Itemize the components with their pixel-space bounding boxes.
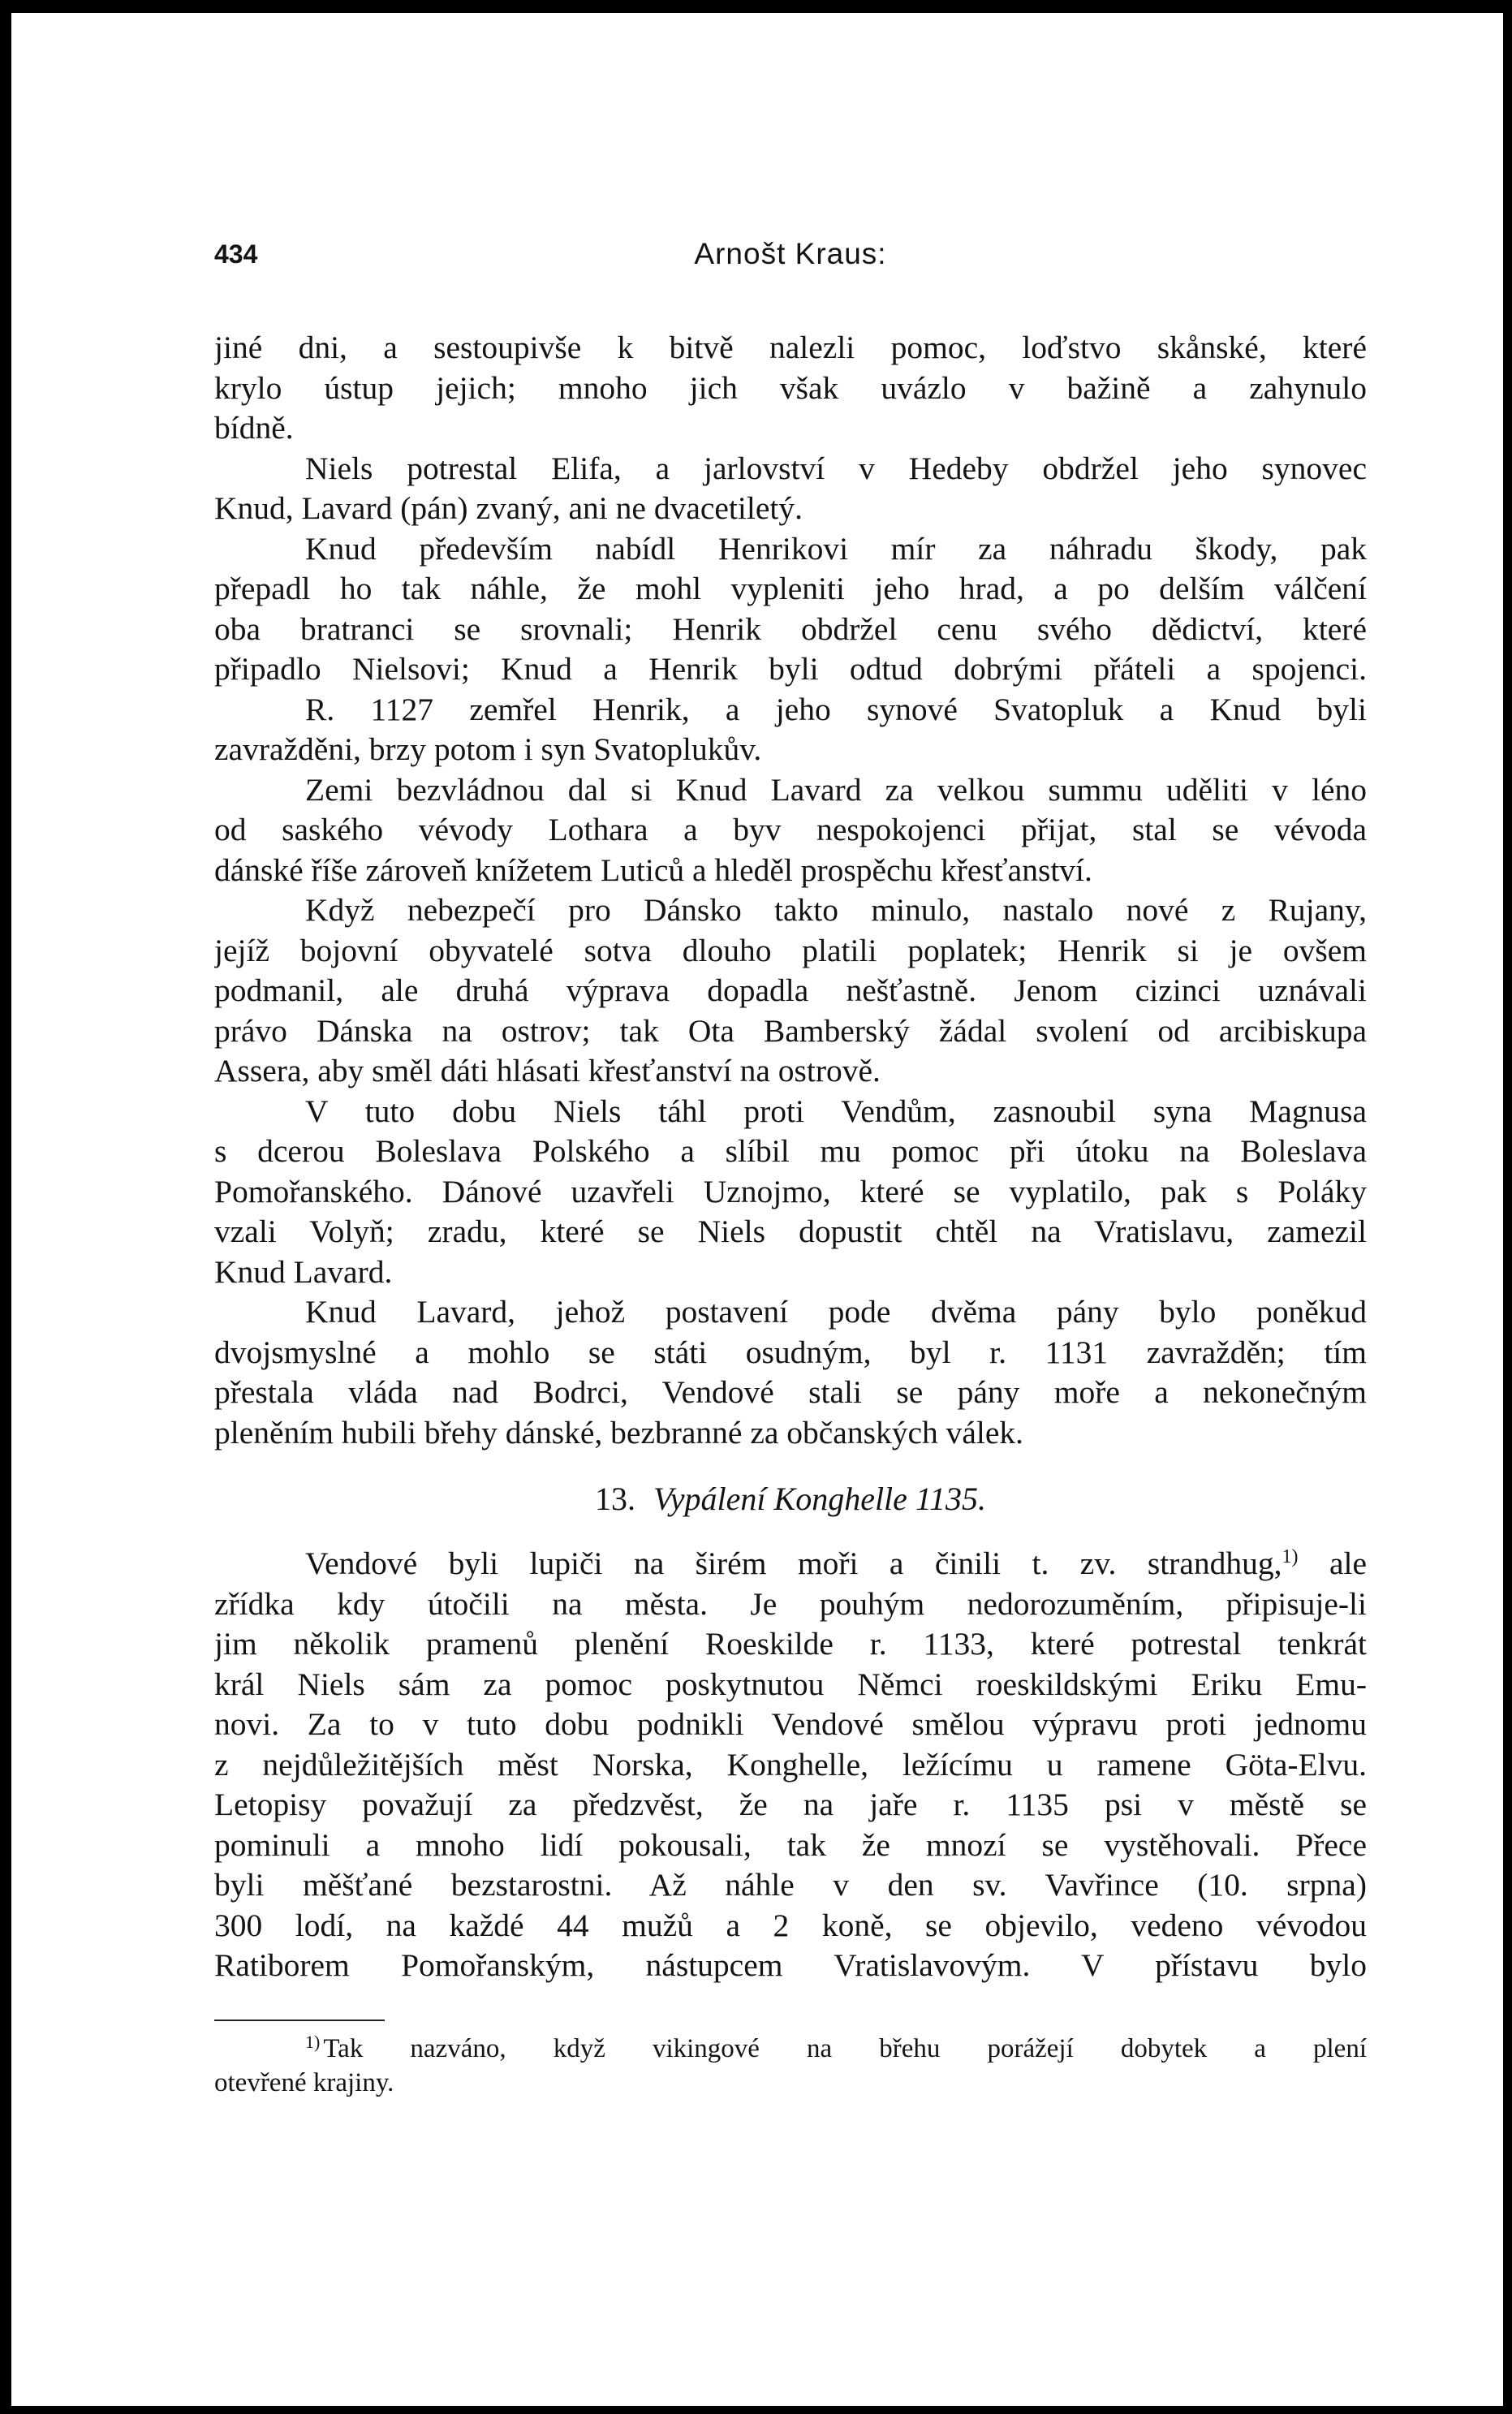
text-line: Knud Lavard, jehož postavení pode dvěma pány bylo poněkud: [305, 1294, 1367, 1330]
book-page: [11, 13, 1503, 2406]
text-line-start: Vendové byli lupiči na širém moři a činili t. zv. strandhug,: [305, 1545, 1282, 1581]
text-line: Když nebezpečí pro Dánsko takto minulo, nastalo nové z Rujany,: [305, 892, 1367, 928]
text-line: od saského vévody Lothara a byv nespokojenci přijat, stal se vévoda: [214, 812, 1367, 847]
text-line: oba bratranci se srovnali; Henrik obdržel cenu svého dědictví, které: [214, 610, 1367, 647]
text-line: dvojsmyslné a mohlo se státi osudným, byl r. 1131 zavražděn; tím: [214, 1334, 1367, 1370]
footnote-text: Tak nazváno, když vikingové na břehu porážejí dobytek a plení: [323, 2034, 1367, 2063]
running-head: Arnošt Kraus:: [694, 237, 887, 270]
text-line: Ratiborem Pomořanským, nástupcem Vratislavovým. V přístavu bylo: [214, 1947, 1367, 1983]
page-number: 434: [214, 239, 258, 269]
text-line: Niels potrestal Elifa, a jarlovství v Hedeby obdržel jeho synovec: [305, 450, 1367, 486]
section-title: Vypálení Konghelle 1135.: [653, 1481, 986, 1517]
text-line: Zemi bezvládnou dal si Knud Lavard za velkou summu uděliti v léno: [305, 771, 1367, 808]
text-line: krylo ústup jejich; mnoho jich však uvázlo v bažině a zahynulo: [214, 369, 1367, 406]
text-line: pleněním hubili břehy dánské, bezbranné za občanských válek.: [214, 1414, 1024, 1451]
text-line: 300 lodí, na každé 44 mužů a 2 koně, se objevilo, vedeno vévodou: [214, 1907, 1367, 1943]
text-line: bídně.: [214, 410, 294, 446]
body-text: [214, 328, 1367, 1453]
footnote: [214, 2032, 1367, 2100]
text-line: právo Dánska na ostrov; tak Ota Bamberský žádal svolení od arcibiskupa: [214, 1012, 1367, 1049]
text-line: V tuto dobu Niels táhl proti Vendům, zasnoubil syna Magnusa: [305, 1093, 1367, 1129]
text-line: Knud, Lavard (pán) zvaný, ani ne dvacetiletý.: [214, 490, 803, 526]
text-line: král Niels sám za pomoc poskytnutou Němci roeskildskými Eriku Emu-: [214, 1666, 1367, 1702]
text-line: Pomořanského. Dánové uzavřeli Uznojmo, které se vyplatilo, pak s Poláky: [214, 1173, 1367, 1209]
text-line-end: ale: [1329, 1545, 1367, 1581]
text-line: novi. Za to v tuto dobu podnikli Vendové smělou výpravu proti jednomu: [214, 1706, 1367, 1742]
text-line: dánské říše zároveň knížetem Luticů a hleděl prospěchu křesťanství.: [214, 851, 1092, 888]
text-line: zřídka kdy útočili na města. Je pouhým nedorozuměním, připisuje-li: [214, 1585, 1367, 1622]
text-line: Assera, aby směl dáti hlásati křesťanství na ostrově.: [214, 1053, 881, 1088]
footnote-rule: [214, 2020, 385, 2021]
footnote-reference[interactable]: 1): [1282, 1546, 1299, 1567]
text-line: jim několik pramenů plenění Roeskilde r. 1133, které potrestal tenkrát: [214, 1626, 1367, 1662]
text-line: s dcerou Boleslava Polského a slíbil mu pomoc při útoku na Boleslava: [214, 1133, 1367, 1169]
footnote-line: [214, 2032, 1367, 2066]
text-line: Letopisy považují za předzvěst, že na jaře r. 1135 psi v městě se: [214, 1787, 1367, 1822]
text-line: připadlo Nielsovi; Knud a Henrik byli odtud dobrými přáteli a spojenci.: [214, 651, 1367, 687]
text-line: Knud Lavard.: [214, 1253, 393, 1290]
text-line: jiné dni, a sestoupivše k bitvě nalezli pomoc, loďstvo skånské, které: [214, 330, 1367, 365]
text-line: jejíž bojovní obyvatelé sotva dlouho platili poplatek; Henrik si je ovšem: [214, 932, 1367, 968]
text-line: pominuli a mnoho lidí pokousali, tak že mnozí se vystěhovali. Přece: [214, 1826, 1367, 1863]
text-line: vzali Volyň; zradu, které se Niels dopustit chtěl na Vratislavu, zamezil: [214, 1213, 1367, 1249]
footnote-line: otevřené krajiny.: [214, 2068, 394, 2097]
text-line: podmanil, ale druhá výprava dopadla nešťastně. Jenom cizinci uznávali: [214, 972, 1367, 1008]
footnote-marker: 1): [305, 2032, 321, 2052]
text-line: z nejdůležitějších měst Norska, Konghelle, ležícímu u ramene Göta-Elvu.: [214, 1746, 1367, 1782]
section-heading: [214, 1476, 1367, 1523]
text-line: přepadl ho tak náhle, že mohl vypleniti jeho hrad, a po delším válčení: [214, 571, 1367, 606]
page-header: [214, 234, 1367, 274]
text-line: přestala vláda nad Bodrci, Vendové stali se pány moře a nekonečným: [214, 1374, 1367, 1410]
text-line: [214, 1544, 1367, 1584]
text-line: R. 1127 zemřel Henrik, a jeho synové Svatopluk a Knud byli: [305, 691, 1367, 727]
text-line: Knud především nabídl Henrikovi mír za náhradu škody, pak: [305, 530, 1367, 567]
text-line: zavražděni, brzy potom i syn Svatoplukův.: [214, 731, 762, 767]
text-line: byli měšťané bezstarostni. Až náhle v den sv. Vavřince (10. srpna): [214, 1867, 1367, 1903]
section-text: [214, 1544, 1367, 1986]
section-number: 13.: [595, 1481, 636, 1517]
